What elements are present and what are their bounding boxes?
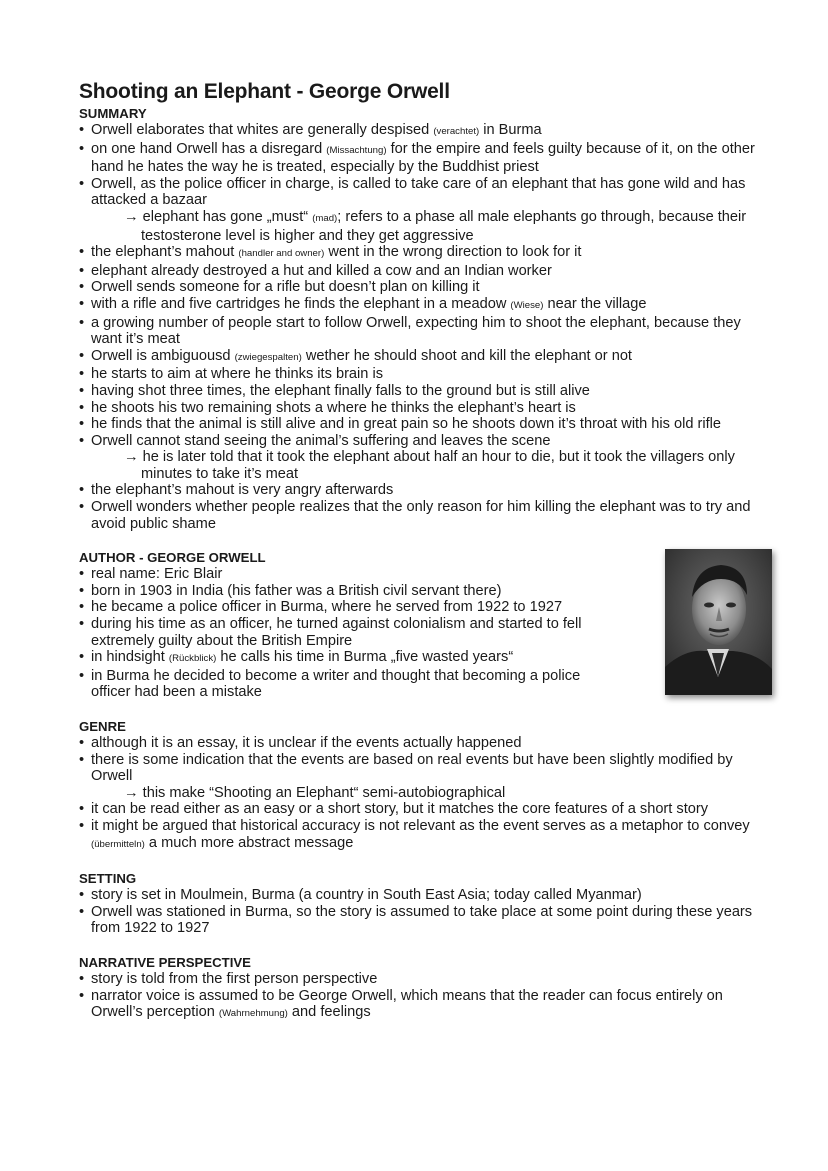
bullet-text: he shoots his two remaining shots a where he thinks the elephant’s heart is <box>91 399 576 416</box>
translation-note: (mad) <box>312 212 338 224</box>
summary-list <box>79 122 759 532</box>
bullet-text: ; refers to a phase all male elephants go through, because their testosterone level is higher and they get aggressive <box>141 208 747 244</box>
setting-list <box>79 887 759 937</box>
bullet-item <box>79 904 759 937</box>
bullet-item <box>79 583 619 600</box>
translation-note: (Missachtung) <box>326 144 387 156</box>
bullet-item <box>79 279 759 296</box>
translation-note: (verachtet) <box>433 126 480 137</box>
bullet-item <box>79 801 759 818</box>
arrow-note <box>101 209 759 244</box>
bullet-item <box>79 499 759 532</box>
bullet-text: he starts to aim at where he thinks its brain is <box>91 366 384 383</box>
genre-heading: GENRE <box>79 719 126 734</box>
bullet-text: went in the wrong direction to look for it <box>324 244 582 261</box>
bullet-item <box>79 383 759 400</box>
bullet-item <box>79 416 759 433</box>
bullet-text: the elephant’s mahout is very angry afterwards <box>91 482 394 499</box>
bullet-item <box>79 599 619 616</box>
bullet-text: Orwell wonders whether people realizes that the only reason for him killing the elephant was to try and avoid public shame <box>91 499 751 532</box>
bullet-text: he finds that the animal is still alive and in great pain so he shoots down it’s throat with his old rifle <box>91 416 722 433</box>
author-portrait-photo <box>665 549 772 695</box>
bullet-text: narrator voice is assumed to be George Orwell, which means that the reader can focus entirely on Orwell’s perception <box>91 987 723 1021</box>
bullet-text: → he is later told that it took the elephant about half an hour to die, but it took the villagers only minutes to take it’s meat <box>124 449 735 482</box>
arrow-note <box>101 785 759 802</box>
bullet-text: and feelings <box>287 1004 371 1021</box>
bullet-item <box>79 296 759 315</box>
author-list <box>79 566 619 701</box>
bullet-text: real name: Eric Blair <box>91 566 223 583</box>
bullet-text: a much more abstract message <box>144 834 354 851</box>
bullet-text: Orwell, as the police officer in charge, is called to take care of an elephant that has gone wild and has attacked a bazaar <box>91 175 746 209</box>
bullet-text: he calls his time in Burma „five wasted years“ <box>216 649 514 666</box>
bullet-text: in Burma he decided to become a writer and thought that becoming a police officer had been a mistake <box>91 667 581 701</box>
bullet-text: it might be argued that historical accuracy is not relevant as the event serves as a metaphor to convey <box>91 817 750 834</box>
bullet-item <box>79 400 759 417</box>
bullet-item <box>79 752 759 785</box>
bullet-item <box>79 971 759 988</box>
bullet-text: having shot three times, the elephant finally falls to the ground but is still alive <box>91 382 590 399</box>
bullet-item <box>79 818 759 853</box>
bullet-text: Orwell was stationed in Burma, so the story is assumed to take place at some point during these years from 1922 to 1927 <box>91 903 753 937</box>
bullet-item <box>79 616 619 649</box>
bullet-item <box>79 566 619 583</box>
page-title: Shooting an Elephant - George Orwell <box>79 80 450 103</box>
translation-note: (übermitteln) <box>91 838 145 850</box>
document-page <box>79 79 759 1023</box>
bullet-item <box>79 887 759 904</box>
bullet-text: wether he should shoot and kill the elephant or not <box>301 347 632 364</box>
bullet-text: → this make “Shooting an Elephant“ semi-autobiographical <box>124 784 506 801</box>
arrow-note <box>101 449 759 482</box>
bullet-text: there is some indication that the events are based on real events but have been slightly modified by Orwell <box>91 751 733 785</box>
bullet-text: born in 1903 in India (his father was a British civil servant there) <box>91 582 502 599</box>
bullet-item <box>79 141 759 176</box>
bullet-text: story is set in Moulmein, Burma (a country in South East Asia; today called Myanmar) <box>91 887 642 904</box>
bullet-item <box>79 244 759 263</box>
bullet-text: on one hand Orwell has a disregard <box>91 140 327 157</box>
bullet-item <box>79 122 759 141</box>
bullet-text: a growing number of people start to follow Orwell, expecting him to shoot the elephant, because they want it’s meat <box>91 314 741 348</box>
bullet-text: story is told from the first person perspective <box>91 970 378 987</box>
bullet-text: → elephant has gone „must“ <box>124 208 313 225</box>
bullet-item <box>79 649 619 668</box>
translation-note: (Rückblick) <box>168 653 217 665</box>
bullet-item <box>79 315 759 348</box>
author-section <box>79 549 759 701</box>
bullet-text: Orwell elaborates that whites are generally despised <box>91 122 434 138</box>
author-heading: AUTHOR - GEORGE ORWELL <box>79 550 266 566</box>
bullet-item <box>79 366 759 383</box>
bullet-text: Orwell sends someone for a rifle but doesn’t plan on killing it <box>91 279 480 296</box>
bullet-text: Orwell cannot stand seeing the animal’s suffering and leaves the scene <box>91 432 551 449</box>
bullet-text: Orwell is ambiguousd <box>91 347 235 364</box>
bullet-item <box>79 348 759 367</box>
setting-section <box>79 870 759 937</box>
bullet-text: he became a police officer in Burma, where he served from 1922 to 1927 <box>91 599 563 616</box>
bullet-text: in hindsight <box>91 649 169 666</box>
bullet-text: elephant already destroyed a hut and killed a cow and an Indian worker <box>91 262 552 279</box>
perspective-heading: NARRATIVE PERSPECTIVE <box>79 954 251 970</box>
bullet-text: in Burma <box>479 122 542 138</box>
bullet-item <box>79 433 759 450</box>
bullet-text: near the village <box>543 295 647 312</box>
setting-heading: SETTING <box>79 871 137 887</box>
summary-section <box>79 105 759 532</box>
bullet-text: for the empire and feels guilty because of it, on the other hand he hates the way he is treated, especially by the Buddhist priest <box>91 140 755 176</box>
bullet-item <box>79 988 759 1023</box>
translation-note: (Wiese) <box>510 299 544 311</box>
bullet-item <box>79 263 759 280</box>
translation-note: (Wahrnehmung) <box>218 1008 288 1020</box>
bullet-text: with a rifle and five cartridges he finds the elephant in a meadow <box>91 295 511 312</box>
bullet-item <box>79 735 759 752</box>
bullet-item <box>79 482 759 499</box>
summary-heading: SUMMARY <box>79 106 147 121</box>
perspective-section <box>79 954 759 1023</box>
bullet-item <box>79 176 759 209</box>
bullet-text: it can be read either as an easy or a short story, but it matches the core features of a short story <box>91 801 709 818</box>
translation-note: (handler and owner) <box>238 248 325 260</box>
bullet-text: the elephant’s mahout <box>91 244 239 261</box>
genre-section <box>79 718 759 853</box>
bullet-item <box>79 668 619 701</box>
genre-list <box>79 735 759 853</box>
translation-note: (zwiegespalten) <box>234 351 302 363</box>
perspective-list <box>79 971 759 1023</box>
bullet-text: although it is an essay, it is unclear if the events actually happened <box>91 735 522 751</box>
bullet-text: during his time as an officer, he turned against colonialism and started to fell extremely guilty about the British Empire <box>91 616 582 649</box>
